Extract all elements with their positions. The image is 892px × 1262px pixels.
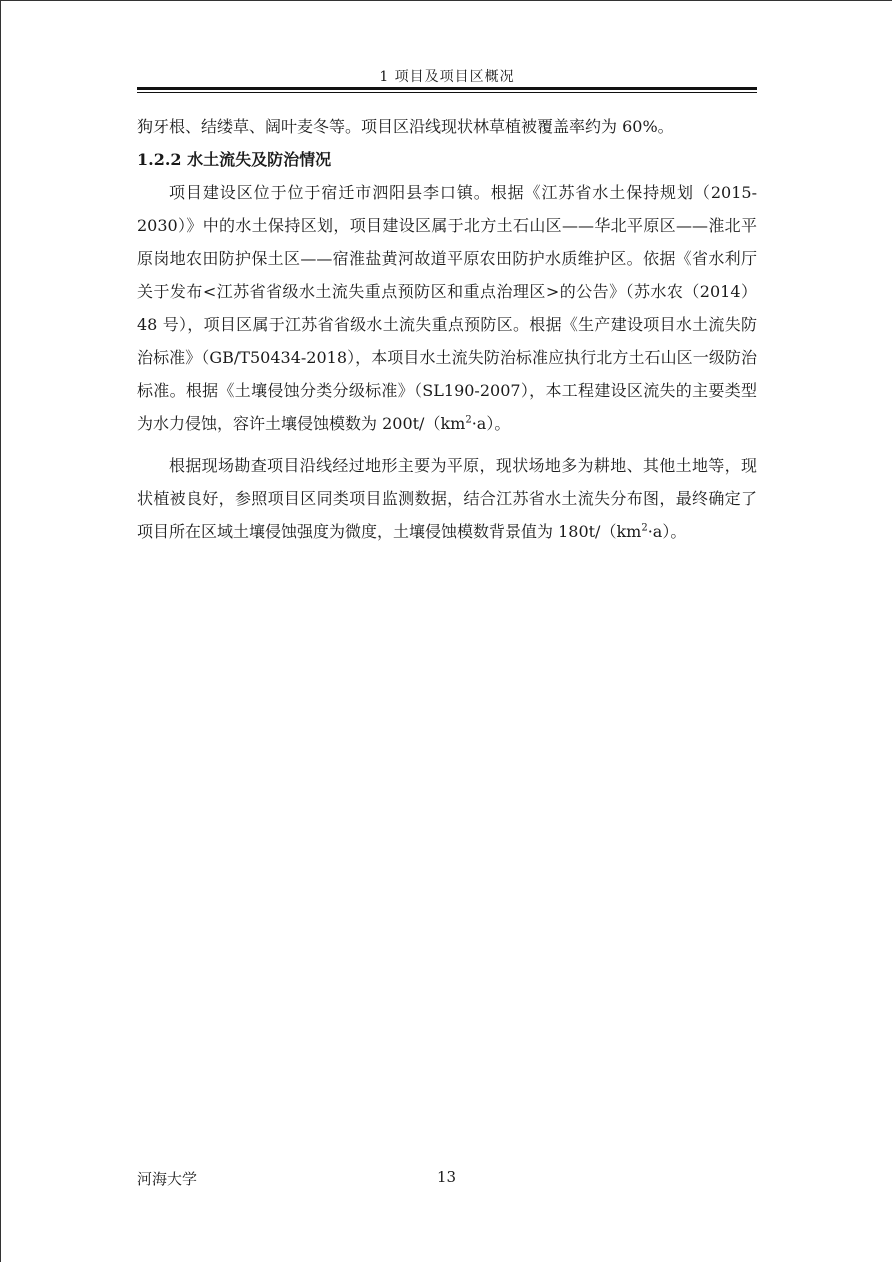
paragraph-vegetation-cover: 狗牙根、结缕草、阔叶麦冬等。项目区沿线现状林草植被覆盖率约为 60%。: [137, 117, 674, 136]
paragraph-erosion-zoning: [137, 176, 757, 440]
superscript-2: 2: [465, 414, 472, 426]
superscript-2: 2: [641, 522, 648, 534]
page-number: 13: [437, 1168, 457, 1186]
paragraph-erosion-zoning-text: 项目建设区位于位于宿迁市泗阳县李口镇。根据《江苏省水土保持规划（2015-2030）》中的水土保持区划，项目建设区属于北方土石山区——华北平原区——淮北平原岗地农田防护保土区——宿淮盐黄河故道平原农田防护水质维护区。依据《省水利厅关于发布<江苏省省级水土流失重点预防区和重点治理区>的公告》（苏水农（2014）48 号），项目区属于江苏省省级水土流失重点预防区。根据《生产建设项目水土流失防治标准》（GB/T50434-2018），本项目水土流失防治标准应执行北方土石山区一级防治标准。根据《土壤侵蚀分类分级标准》（SL190-2007），本工程建设区流失的主要类型为水力侵蚀，容许土壤侵蚀模数为 200t/（km: [137, 183, 757, 433]
section-heading: 1.2.2 水土流失及防治情况: [137, 150, 332, 169]
footer-organization: 河海大学: [137, 1170, 198, 1188]
paragraph-erosion-zoning-tail: ·a）。: [471, 414, 511, 433]
running-header: 1 项目及项目区概况: [379, 69, 515, 85]
header-rule-thick: [137, 87, 757, 90]
paragraph-erosion-background-tail: ·a）。: [647, 522, 687, 541]
header-rule-thin: [137, 92, 757, 93]
paragraph-erosion-background-text: 根据现场勘查项目沿线经过地形主要为平原，现状场地多为耕地、其他土地等，现状植被良好，参照项目区同类项目监测数据，结合江苏省水土流失分布图，最终确定了项目所在区域土壤侵蚀强度为微度，土壤侵蚀模数背景值为 180t/（km: [137, 456, 757, 541]
paragraph-erosion-background: [137, 449, 757, 548]
body-content: [137, 110, 757, 548]
